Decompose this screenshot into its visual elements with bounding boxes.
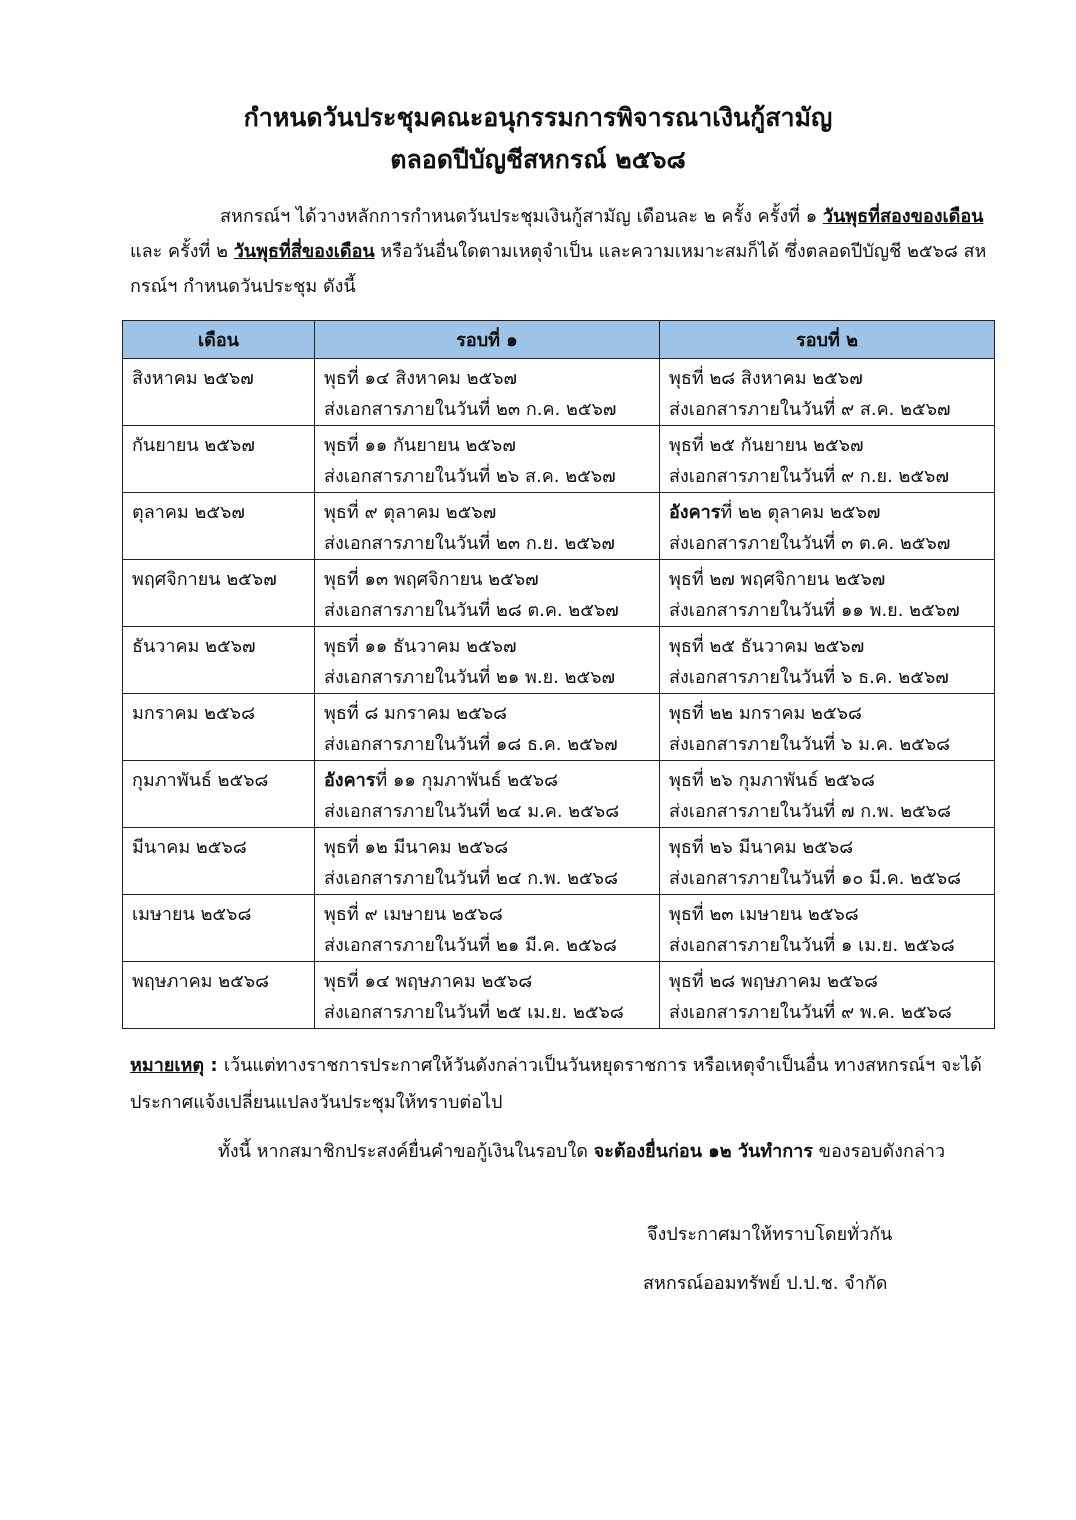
intro-text-2: และ ครั้งที่ ๒ xyxy=(130,241,234,262)
header-month: เดือน xyxy=(123,321,315,359)
round-2-date xyxy=(669,564,994,595)
table-row xyxy=(123,426,995,493)
month-cell xyxy=(123,493,315,560)
round-2-cell xyxy=(660,895,995,962)
round-2-deadline: ส่งเอกสารภายในวันที่ ๙ พ.ค. ๒๕๖๘ xyxy=(669,1002,952,1023)
round-2-cell xyxy=(660,761,995,828)
round-1-day-emphasis: อังคาร xyxy=(324,770,376,791)
round-2-date xyxy=(669,698,994,729)
remark-text: เว้นแต่ทางราชการประกาศให้วันดังกล่าวเป็นวันหยุดราชการ หรือเหตุจำเป็นอื่น ทางสหกรณ์ฯ จะได้ประกาศแจ้งเปลี่ยนแปลงวันประชุมให้ทราบต่อไป xyxy=(130,1055,982,1113)
round-1-date-text: พุธที่ ๘ มกราคม ๒๕๖๘ xyxy=(324,703,508,724)
round-2-date xyxy=(669,765,994,796)
round-2-cell xyxy=(660,493,995,560)
round-2-date xyxy=(669,363,994,394)
round-2-cell xyxy=(660,627,995,694)
round-2-cell xyxy=(660,962,995,1029)
round-1-date-text: พุธที่ ๑๔ พฤษภาคม ๒๕๖๘ xyxy=(324,971,533,992)
round-2-date xyxy=(669,966,994,997)
table-row xyxy=(123,359,995,426)
remark-colon: : xyxy=(204,1055,224,1076)
round-2-day-emphasis: อังคาร xyxy=(669,502,721,523)
round-1-deadline: ส่งเอกสารภายในวันที่ ๒๔ ก.พ. ๒๕๖๘ xyxy=(324,868,618,889)
round-1-date xyxy=(324,430,659,461)
table-header-row xyxy=(123,321,995,359)
organization-name: สหกรณ์ออมทรัพย์ ป.ป.ช. จำกัด xyxy=(643,1273,888,1294)
intro-text-1: สหกรณ์ฯ ได้วางหลักการกำหนดวันประชุมเงินกู้สามัญ เดือนละ ๒ ครั้ง ครั้งที่ ๑ xyxy=(220,206,823,227)
month-cell xyxy=(123,694,315,761)
round-1-cell xyxy=(315,493,660,560)
month-label: มีนาคม ๒๕๖๘ xyxy=(132,837,247,858)
round-2-date-text: พุธที่ ๒๖ กุมภาพันธ์ ๒๕๖๘ xyxy=(669,770,875,791)
round-1-cell xyxy=(315,761,660,828)
round-2-cell xyxy=(660,828,995,895)
round-2-cell xyxy=(660,560,995,627)
round-1-deadline: ส่งเอกสารภายในวันที่ ๒๑ มี.ค. ๒๕๖๘ xyxy=(324,935,617,956)
round-1-deadline: ส่งเอกสารภายในวันที่ ๑๘ ธ.ค. ๒๕๖๗ xyxy=(324,734,618,755)
month-label: ตุลาคม ๒๕๖๗ xyxy=(132,502,245,523)
table-row xyxy=(123,627,995,694)
month-label: มกราคม ๒๕๖๘ xyxy=(132,703,255,724)
round-2-deadline: ส่งเอกสารภายในวันที่ ๓ ต.ค. ๒๕๖๗ xyxy=(669,533,951,554)
round-1-date-text: พุธที่ ๑๑ ธันวาคม ๒๕๖๗ xyxy=(324,636,517,657)
round-2-deadline: ส่งเอกสารภายในวันที่ ๙ ส.ค. ๒๕๖๗ xyxy=(669,399,951,420)
round-2-deadline: ส่งเอกสารภายในวันที่ ๖ ธ.ค. ๒๕๖๗ xyxy=(669,667,949,688)
table-row xyxy=(123,962,995,1029)
round-1-date-text: พุธที่ ๙ ตุลาคม ๒๕๖๗ xyxy=(324,502,497,523)
table-row xyxy=(123,493,995,560)
round-2-date-text: ที่ ๒๒ ตุลาคม ๒๕๖๗ xyxy=(720,502,881,523)
deadline-text-1: ทั้งนี้ หากสมาชิกประสงค์ยื่นคำขอกู้เงินในรอบใด xyxy=(218,1141,594,1162)
round-1-date xyxy=(324,765,659,796)
round-1-deadline: ส่งเอกสารภายในวันที่ ๒๓ ก.ย. ๒๕๖๗ xyxy=(324,533,615,554)
month-label: สิงหาคม ๒๕๖๗ xyxy=(132,368,254,389)
month-cell xyxy=(123,761,315,828)
month-label: ธันวาคม ๒๕๖๗ xyxy=(132,636,256,657)
round-1-date xyxy=(324,564,659,595)
deadline-emphasis: จะต้องยื่นก่อน ๑๒ วันทำการ xyxy=(593,1141,813,1162)
round-1-deadline: ส่งเอกสารภายในวันที่ ๒๑ พ.ย. ๒๕๖๗ xyxy=(324,667,616,688)
round-2-cell xyxy=(660,694,995,761)
round-2-date xyxy=(669,430,994,461)
header-round-1: รอบที่ ๑ xyxy=(315,321,660,359)
round-2-cell xyxy=(660,426,995,493)
round-2-deadline: ส่งเอกสารภายในวันที่ ๑๐ มี.ค. ๒๕๖๘ xyxy=(669,868,962,889)
deadline-text-2: ของรอบดังกล่าว xyxy=(812,1141,946,1162)
header-round-2: รอบที่ ๒ xyxy=(660,321,995,359)
table-row xyxy=(123,828,995,895)
round-1-cell xyxy=(315,627,660,694)
round-1-date xyxy=(324,363,659,394)
round-1-date-text: พุธที่ ๑๓ พฤศจิกายน ๒๕๖๗ xyxy=(324,569,539,590)
intro-emphasis-1: วันพุธที่สองของเดือน xyxy=(822,206,984,227)
round-1-date xyxy=(324,966,659,997)
round-1-cell xyxy=(315,962,660,1029)
round-1-cell xyxy=(315,694,660,761)
deadline-paragraph xyxy=(218,1133,998,1170)
round-2-deadline: ส่งเอกสารภายในวันที่ ๖ ม.ค. ๒๕๖๘ xyxy=(669,734,951,755)
round-1-cell xyxy=(315,426,660,493)
month-label: พฤศจิกายน ๒๕๖๗ xyxy=(132,569,277,590)
month-cell xyxy=(123,426,315,493)
round-2-date-text: พุธที่ ๒๖ มีนาคม ๒๕๖๘ xyxy=(669,837,854,858)
round-2-date xyxy=(669,631,994,662)
table-row xyxy=(123,761,995,828)
round-1-date xyxy=(324,631,659,662)
round-1-date xyxy=(324,899,659,930)
round-1-date-text: ที่ ๑๑ กุมภาพันธ์ ๒๕๖๘ xyxy=(375,770,558,791)
round-2-deadline: ส่งเอกสารภายในวันที่ ๑ เม.ย. ๒๕๖๘ xyxy=(669,935,955,956)
round-2-deadline: ส่งเอกสารภายในวันที่ ๗ ก.พ. ๒๕๖๘ xyxy=(669,801,951,822)
intro-emphasis-2: วันพุธที่สี่ของเดือน xyxy=(233,241,375,262)
round-2-deadline: ส่งเอกสารภายในวันที่ ๙ ก.ย. ๒๕๖๗ xyxy=(669,466,949,487)
table-row xyxy=(123,694,995,761)
round-2-deadline: ส่งเอกสารภายในวันที่ ๑๑ พ.ย. ๒๕๖๗ xyxy=(669,600,960,621)
round-1-date-text: พุธที่ ๙ เมษายน ๒๕๖๘ xyxy=(324,904,503,925)
round-2-date xyxy=(669,899,994,930)
round-1-date xyxy=(324,698,659,729)
round-1-cell xyxy=(315,895,660,962)
round-1-deadline: ส่งเอกสารภายในวันที่ ๒๘ ต.ค. ๒๕๖๗ xyxy=(324,600,619,621)
round-1-cell xyxy=(315,359,660,426)
round-2-date-text: พุธที่ ๒๕ กันยายน ๒๕๖๗ xyxy=(669,435,864,456)
intro-text-3: หรือวันอื่นใดตามเหตุจำเป็น และความเหมาะสมก็ได้ ซึ่งตลอดปีบัญชี ๒๕๖๘ สหกรณ์ฯ กำหนดวันประชุม ดังนี้ xyxy=(130,241,987,297)
round-1-cell xyxy=(315,828,660,895)
schedule-table xyxy=(122,320,995,1029)
month-label: เมษายน ๒๕๖๘ xyxy=(132,904,252,925)
round-1-date xyxy=(324,497,659,528)
page-subtitle: ตลอดปีบัญชีสหกรณ์ ๒๕๖๘ xyxy=(390,145,686,174)
announcement-line: จึงประกาศมาให้ทราบโดยทั่วกัน xyxy=(647,1224,893,1245)
round-1-date-text: พุธที่ ๑๒ มีนาคม ๒๕๖๘ xyxy=(324,837,509,858)
month-cell xyxy=(123,895,315,962)
month-label: กุมภาพันธ์ ๒๕๖๘ xyxy=(132,770,269,791)
round-2-date-text: พุธที่ ๒๓ เมษายน ๒๕๖๘ xyxy=(669,904,859,925)
month-cell xyxy=(123,560,315,627)
intro-paragraph xyxy=(130,199,988,304)
round-1-deadline: ส่งเอกสารภายในวันที่ ๒๕ เม.ย. ๒๕๖๘ xyxy=(324,1002,624,1023)
round-2-date-text: พุธที่ ๒๘ พฤษภาคม ๒๕๖๘ xyxy=(669,971,878,992)
round-1-date xyxy=(324,832,659,863)
remark-paragraph xyxy=(130,1047,988,1121)
round-2-date xyxy=(669,832,994,863)
round-1-date-text: พุธที่ ๑๑ กันยายน ๒๕๖๗ xyxy=(324,435,516,456)
table-row xyxy=(123,895,995,962)
round-2-date xyxy=(669,497,994,528)
round-1-deadline: ส่งเอกสารภายในวันที่ ๒๖ ส.ค. ๒๕๖๗ xyxy=(324,466,616,487)
round-1-cell xyxy=(315,560,660,627)
month-cell xyxy=(123,828,315,895)
round-2-date-text: พุธที่ ๒๕ ธันวาคม ๒๕๖๗ xyxy=(669,636,865,657)
table-row xyxy=(123,560,995,627)
round-2-date-text: พุธที่ ๒๗ พฤศจิกายน ๒๕๖๗ xyxy=(669,569,886,590)
round-1-deadline: ส่งเอกสารภายในวันที่ ๒๔ ม.ค. ๒๕๖๘ xyxy=(324,801,620,822)
round-2-cell xyxy=(660,359,995,426)
page-title: กำหนดวันประชุมคณะอนุกรรมการพิจารณาเงินกู้สามัญ xyxy=(243,103,833,132)
round-1-date-text: พุธที่ ๑๔ สิงหาคม ๒๕๖๗ xyxy=(324,368,518,389)
month-cell xyxy=(123,962,315,1029)
month-cell xyxy=(123,627,315,694)
remark-label: หมายเหตุ xyxy=(130,1055,205,1076)
month-cell xyxy=(123,359,315,426)
round-2-date-text: พุธที่ ๒๘ สิงหาคม ๒๕๖๗ xyxy=(669,368,863,389)
round-2-date-text: พุธที่ ๒๒ มกราคม ๒๕๖๘ xyxy=(669,703,862,724)
round-1-deadline: ส่งเอกสารภายในวันที่ ๒๓ ก.ค. ๒๕๖๗ xyxy=(324,399,617,420)
month-label: กันยายน ๒๕๖๗ xyxy=(132,435,255,456)
month-label: พฤษภาคม ๒๕๖๘ xyxy=(132,971,270,992)
